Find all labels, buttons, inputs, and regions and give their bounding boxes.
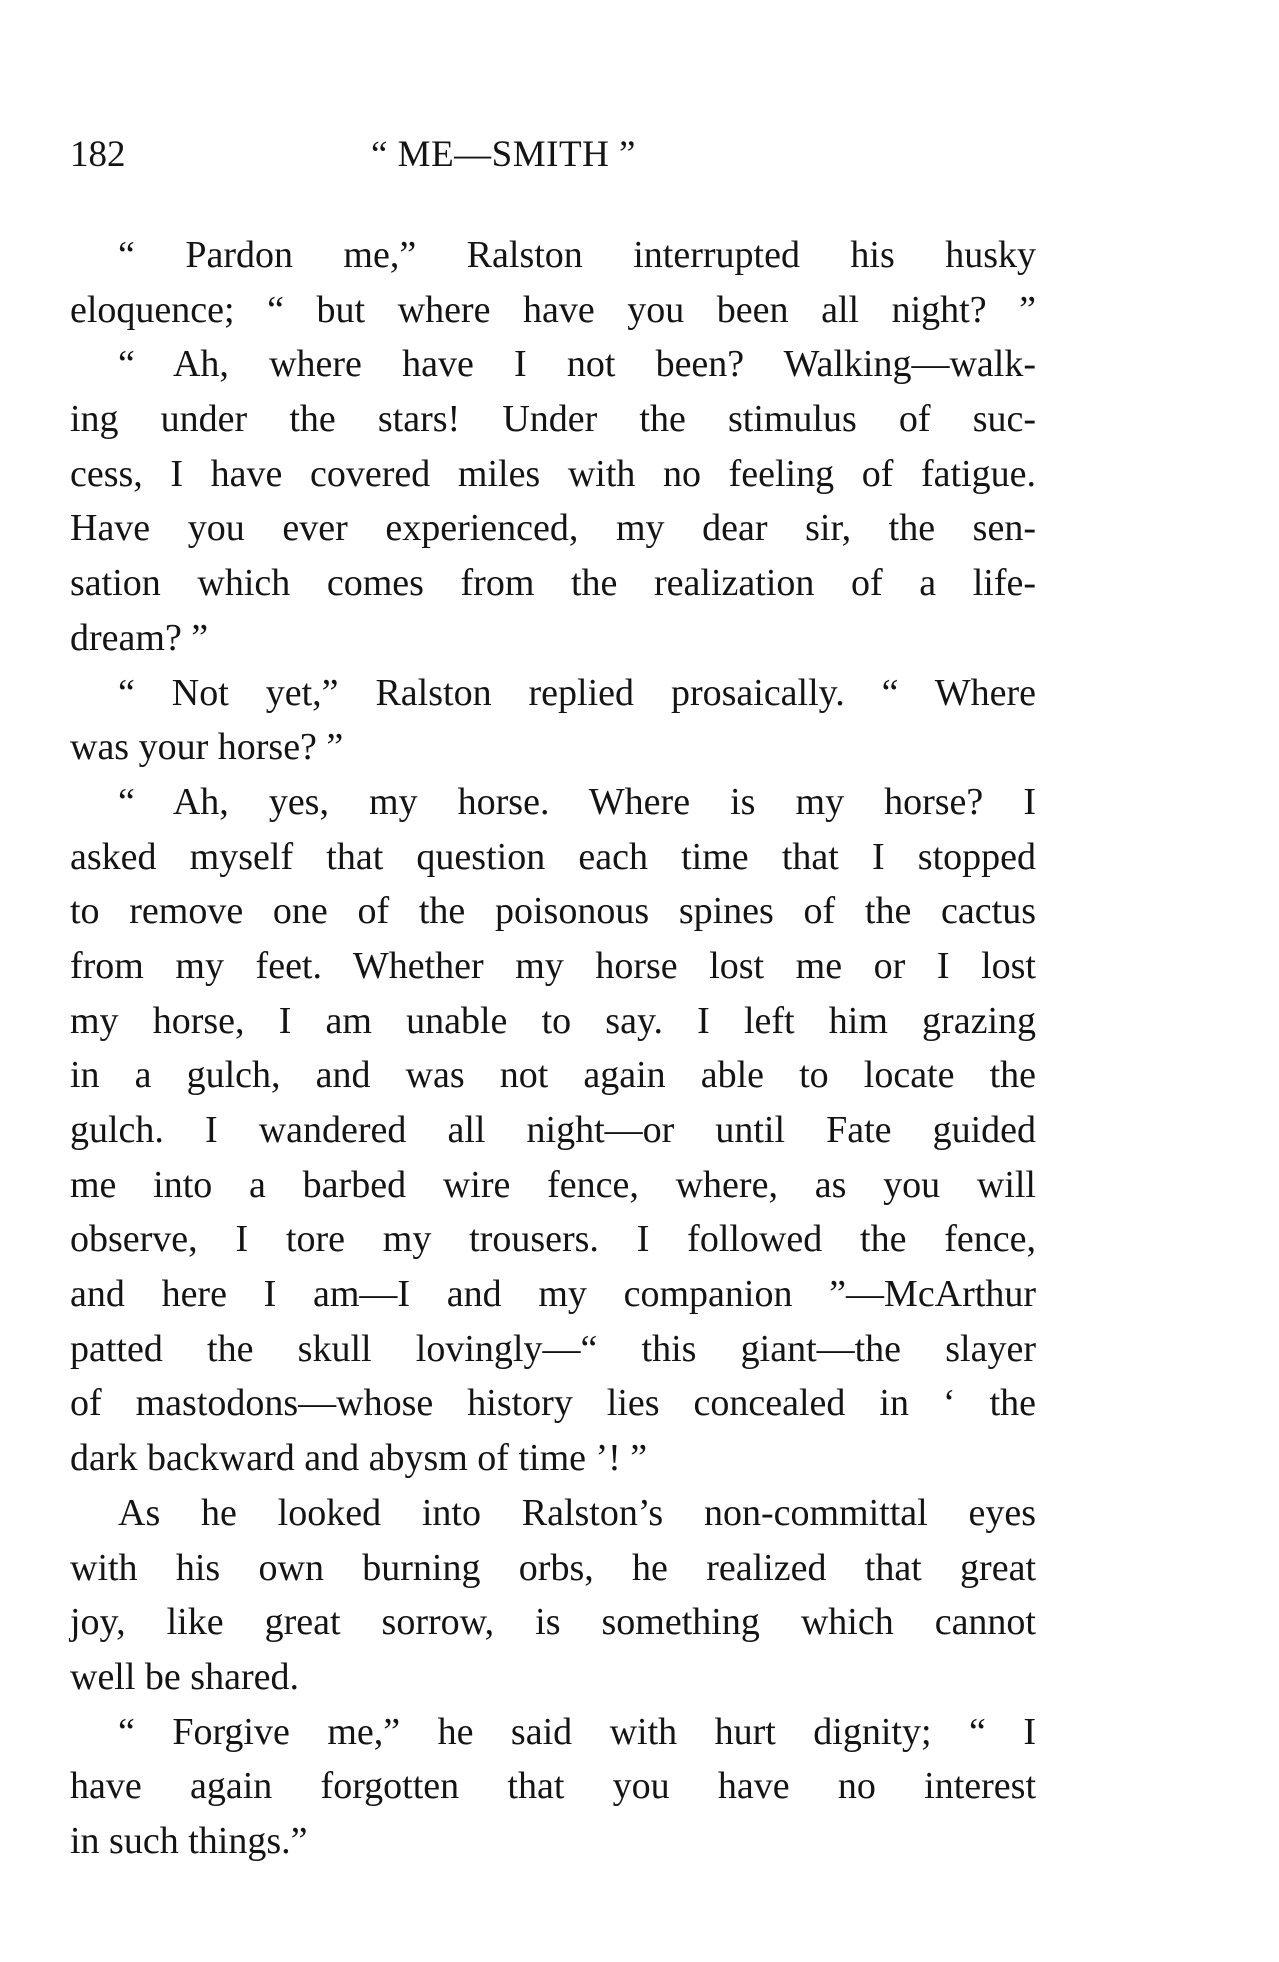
text-line: joy, like great sorrow, is something which cannot [70,1601,1036,1644]
text-line: my horse, I am unable to say. I left him grazing [70,999,1036,1042]
page-number: 182 [70,134,126,175]
text-line: in a gulch, and was not again able to locate the [70,1054,1036,1097]
text-line: eloquence; “ but where have you been all night? ” [70,288,1036,331]
text-line: dream? ” [70,616,209,659]
text-line: in such things.” [70,1819,308,1862]
text-line: “ Ah, yes, my horse. Where is my horse? I [118,780,1036,823]
text-line: me into a barbed wire fence, where, as you will [70,1163,1036,1206]
text-line: As he looked into Ralston’s non-committal eyes [118,1491,1036,1534]
text-line: ing under the stars! Under the stimulus of suc- [70,398,1036,441]
text-line: observe, I tore my trousers. I followed the fence, [70,1218,1036,1261]
text-line: have again forgotten that you have no interest [70,1765,1036,1808]
text-line: cess, I have covered miles with no feeling of fatigue. [70,452,1036,495]
text-line: to remove one of the poisonous spines of the cactus [70,890,1036,933]
text-line: patted the skull lovingly—“ this giant—the slayer [70,1327,1036,1370]
text-line: sation which comes from the realization of a life- [70,562,1036,605]
text-line: “ Pardon me,” Ralston interrupted his husky [118,234,1036,276]
text-line: asked myself that question each time that I stopped [70,835,1036,878]
text-line: gulch. I wandered all night—or until Fate guided [70,1109,1036,1151]
text-line: was your horse? ” [70,726,344,769]
text-line: “ Not yet,” Ralston replied prosaically. “ Where [118,671,1036,714]
text-line: of mastodons—whose history lies concealed in ‘ the [70,1382,1036,1425]
text-line: with his own burning orbs, he realized that great [70,1546,1036,1589]
text-line: “ Ah, where have I not been? Walking—walk- [118,343,1036,386]
text-line: well be shared. [70,1655,299,1698]
text-line: and here I am—I and my companion ”—McArthur [70,1273,1036,1316]
running-title: “ ME—SMITH ” [371,134,636,175]
body-text [70,228,1036,1869]
text-line: Have you ever experienced, my dear sir, the sen- [70,507,1036,550]
text-line: “ Forgive me,” he said with hurt dignity; “ I [118,1710,1036,1753]
running-head [70,130,1040,180]
text-line: from my feet. Whether my horse lost me or I lost [70,944,1036,987]
text-line: dark backward and abysm of time ’! ” [70,1437,648,1480]
